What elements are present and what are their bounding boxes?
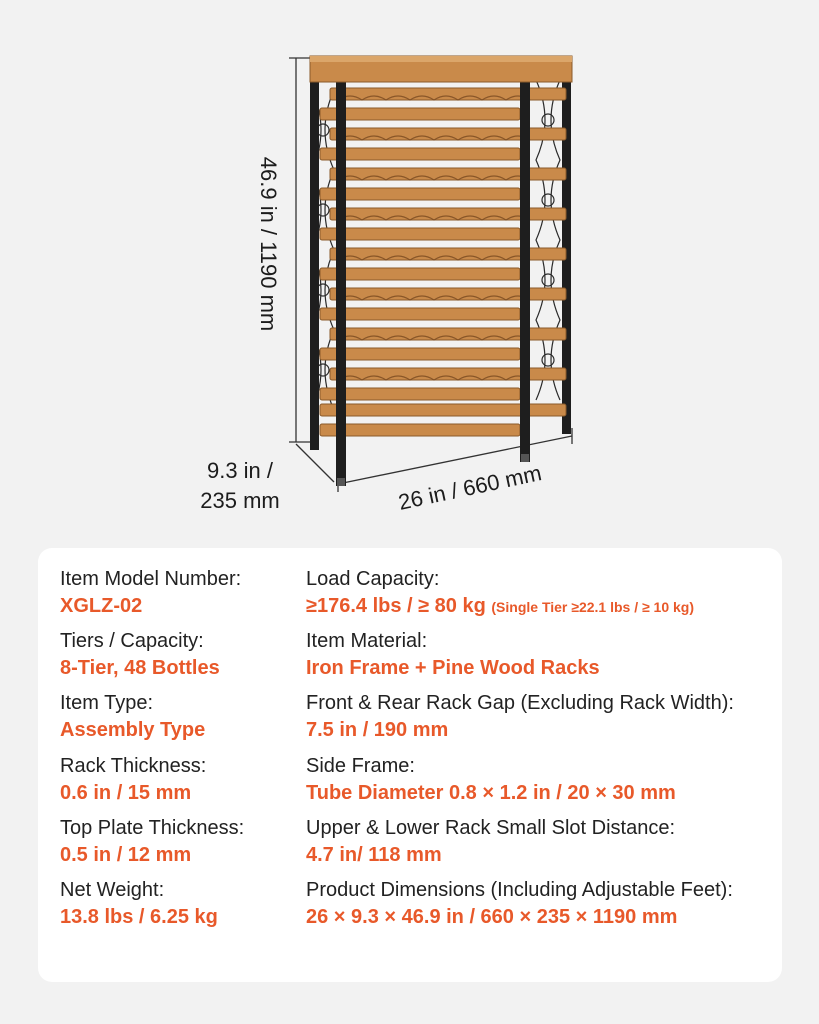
spec-value: 4.7 in/ 118 mm (306, 843, 442, 866)
spec-value: ≥176.4 lbs / ≥ 80 kg (306, 595, 486, 617)
spec-label: Side Frame: (306, 754, 415, 777)
spec-rack-gap (306, 690, 776, 752)
specs-left-column (60, 566, 290, 939)
spec-label: Tiers / Capacity: (60, 630, 204, 653)
spec-side-frame (306, 753, 776, 815)
spec-value: 0.5 in / 12 mm (60, 843, 192, 866)
spec-label: Front & Rear Rack Gap (Excluding Rack Width): (306, 692, 734, 715)
spec-value: Assembly Type (60, 719, 206, 742)
spec-product-dimensions (306, 877, 776, 939)
spec-value-wrap (306, 592, 776, 621)
spec-label: Top Plate Thickness: (60, 816, 245, 839)
specs-right-column (306, 566, 776, 939)
spec-top-plate-thickness (60, 815, 290, 877)
spec-value: XGLZ-02 (60, 595, 143, 617)
spec-value: 0.6 in / 15 mm (60, 781, 192, 804)
depth-dimension-line1: 9.3 in / (206, 458, 274, 483)
height-dimension-label: 46.9 in / 1190 mm (256, 156, 281, 332)
spec-item-type (60, 690, 290, 752)
top-plate-edge (310, 56, 572, 62)
spec-model-number (60, 566, 290, 628)
spec-label: Item Model Number: (60, 568, 242, 590)
spec-value: Tube Diameter 0.8 × 1.2 in / 20 × 30 mm (306, 781, 676, 804)
front-right-post (520, 66, 530, 462)
spec-label: Item Type: (60, 692, 154, 715)
spec-value: 26 × 9.3 × 46.9 in / 660 × 235 × 1190 mm (306, 905, 678, 928)
spec-label: Upper & Lower Rack Small Slot Distance: (306, 816, 676, 839)
spec-rack-thickness (60, 753, 290, 815)
width-dimension-label: 26 in / 660 mm (396, 460, 544, 515)
spec-note: (Single Tier ≥22.1 lbs / ≥ 10 kg) (491, 599, 695, 615)
spec-slot-distance (306, 815, 776, 877)
spec-load-capacity (306, 566, 776, 628)
spec-item-material (306, 628, 776, 690)
depth-dimension-line2: 235 mm (200, 488, 280, 513)
spec-label: Net Weight: (60, 878, 165, 901)
spec-net-weight (60, 877, 290, 939)
specifications-card (38, 548, 782, 982)
spec-label: Rack Thickness: (60, 754, 207, 777)
spec-tiers-capacity (60, 628, 290, 690)
spec-label: Load Capacity: (306, 568, 440, 590)
spec-value: Iron Frame + Pine Wood Racks (306, 657, 600, 680)
adjustable-foot (337, 478, 345, 486)
spec-value: 8-Tier, 48 Bottles (60, 657, 220, 680)
front-left-post (336, 66, 346, 486)
depth-dimension-label (180, 456, 300, 516)
spec-value: 13.8 lbs / 6.25 kg (60, 905, 218, 928)
spec-value: 7.5 in / 190 mm (306, 719, 449, 742)
rear-left-post (310, 62, 319, 450)
spec-label: Item Material: (306, 630, 428, 653)
spec-label: Product Dimensions (Including Adjustable Feet): (306, 878, 733, 901)
